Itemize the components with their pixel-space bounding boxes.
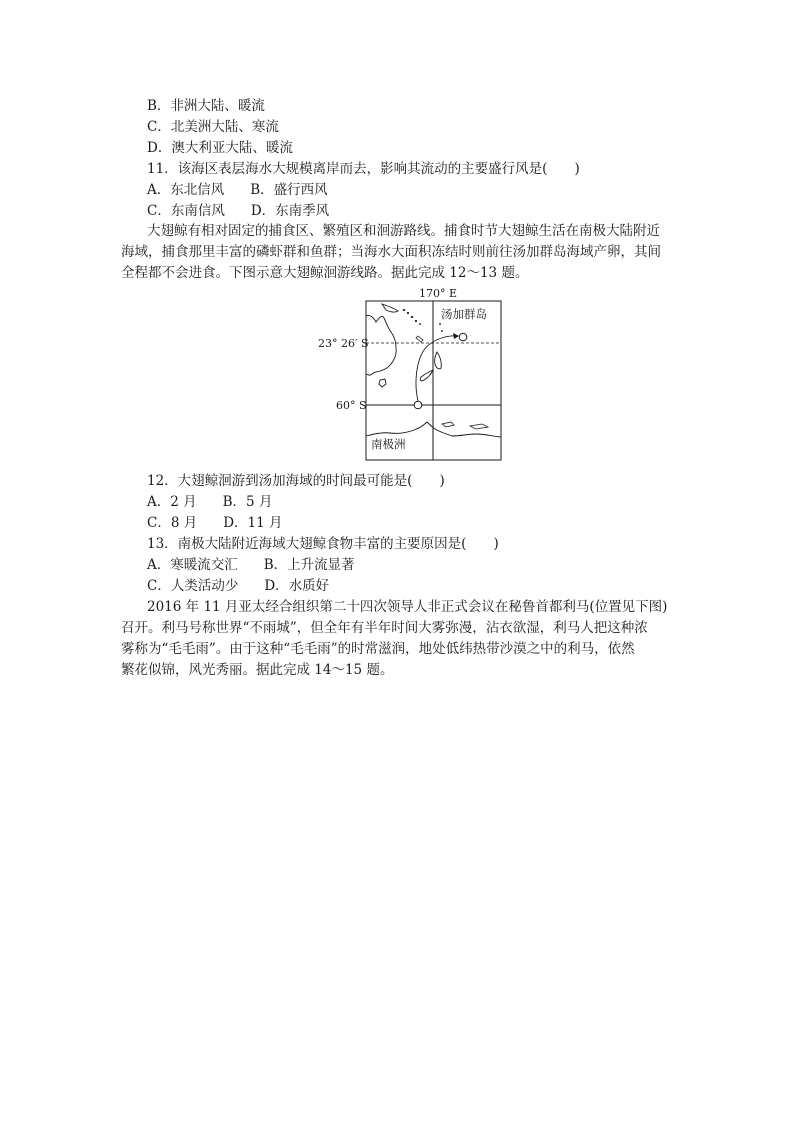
q12-option-c: C．8 月 (147, 515, 198, 531)
whale-intro-line3: 全程都不会进食。下图示意大翅鲸洄游线路。据此完成 12～13 题。 (121, 265, 529, 281)
new-zealand-north-island (435, 352, 442, 369)
lat60-label: 60° S (336, 399, 367, 412)
antarctic-island-2 (470, 424, 488, 429)
q10-option-c: C．北美洲大陆、寒流 (147, 119, 279, 135)
q13-option-a: A．寒暖流交汇 (147, 557, 238, 573)
island-dots (403, 309, 443, 332)
q12-stem: 12．大翅鲸洄游到汤加海域的时间最可能是( ) (147, 473, 445, 489)
q11-option-d: D．东南季风 (250, 203, 330, 219)
lima-intro-line1: 2016 年 11 月亚太经合组织第二十四次领导人非正式会议在秘鲁首都利马(位置见下图) (147, 599, 668, 615)
map-svg (300, 284, 510, 468)
q13-options-row1 (147, 556, 355, 574)
whale-intro-line1: 大翅鲸有相对固定的捕食区、繁殖区和洄游路线。捕食时节大翅鲸生活在南极大陆附近 (147, 223, 660, 239)
migration-route (416, 336, 458, 401)
q11-option-b: B．盛行西风 (250, 182, 328, 198)
new-zealand-south-island (420, 370, 433, 381)
new-guinea-shape (382, 304, 398, 312)
antarctica-label: 南极洲 (371, 437, 406, 451)
feeding-area-marker (414, 401, 422, 409)
australia-shape (366, 315, 396, 375)
q11-option-c: C．东南信风 (147, 203, 225, 219)
migration-arrowhead (453, 333, 459, 339)
longitude-label: 170° E (419, 287, 458, 300)
whale-migration-map (300, 284, 510, 468)
new-caledonia-shape (416, 336, 423, 342)
tropic-label: 23° 26′ S (318, 337, 369, 350)
q12-option-a: A．2 月 (147, 494, 197, 510)
q13-option-c: C．人类活动少 (147, 578, 239, 594)
q13-stem: 13．南极大陆附近海域大翅鲸食物丰富的主要原因是( ) (147, 536, 499, 552)
antarctic-island-1 (442, 422, 454, 427)
whale-intro-line2: 海域，捕食那里丰富的磷虾群和鱼群；当海水大面积冻结时则前往汤加群岛海域产卵，其间 (121, 244, 661, 260)
q12-options-row2 (147, 514, 283, 532)
q12-option-d: D．11 月 (223, 515, 283, 531)
tonga-label: 汤加群岛 (441, 307, 487, 321)
q12-options-row1 (147, 493, 272, 511)
q10-option-d: D．澳大利亚大陆、暖流 (147, 140, 293, 156)
lima-intro-line2: 召开。利马号称世界“不雨城”，但全年有半年时间大雾弥漫，沾衣欲湿，利马人把这种浓 (121, 620, 648, 636)
tasmania-shape (379, 379, 386, 387)
q11-options-row1 (147, 181, 328, 199)
q13-options-row2 (147, 577, 329, 595)
q11-stem: 11．该海区表层海水大规模离岸而去，影响其流动的主要盛行风是( ) (147, 161, 580, 177)
q13-option-b: B．上升流显著 (263, 557, 355, 573)
q11-options-row2 (147, 202, 329, 220)
q11-option-a: A．东北信风 (147, 182, 225, 198)
lima-intro-line3: 雾称为“毛毛雨”。由于这种“毛毛雨”的时常滋润，地处低纬热带沙漠之中的利马，依然 (121, 641, 635, 657)
tonga-marker (459, 333, 467, 341)
q13-option-d: D．水质好 (264, 578, 330, 594)
lima-intro-line4: 繁花似锦，风光秀丽。据此完成 14～15 题。 (121, 662, 394, 678)
q10-option-b: B．非洲大陆、暖流 (147, 98, 265, 114)
q12-option-b: B．5 月 (222, 494, 273, 510)
